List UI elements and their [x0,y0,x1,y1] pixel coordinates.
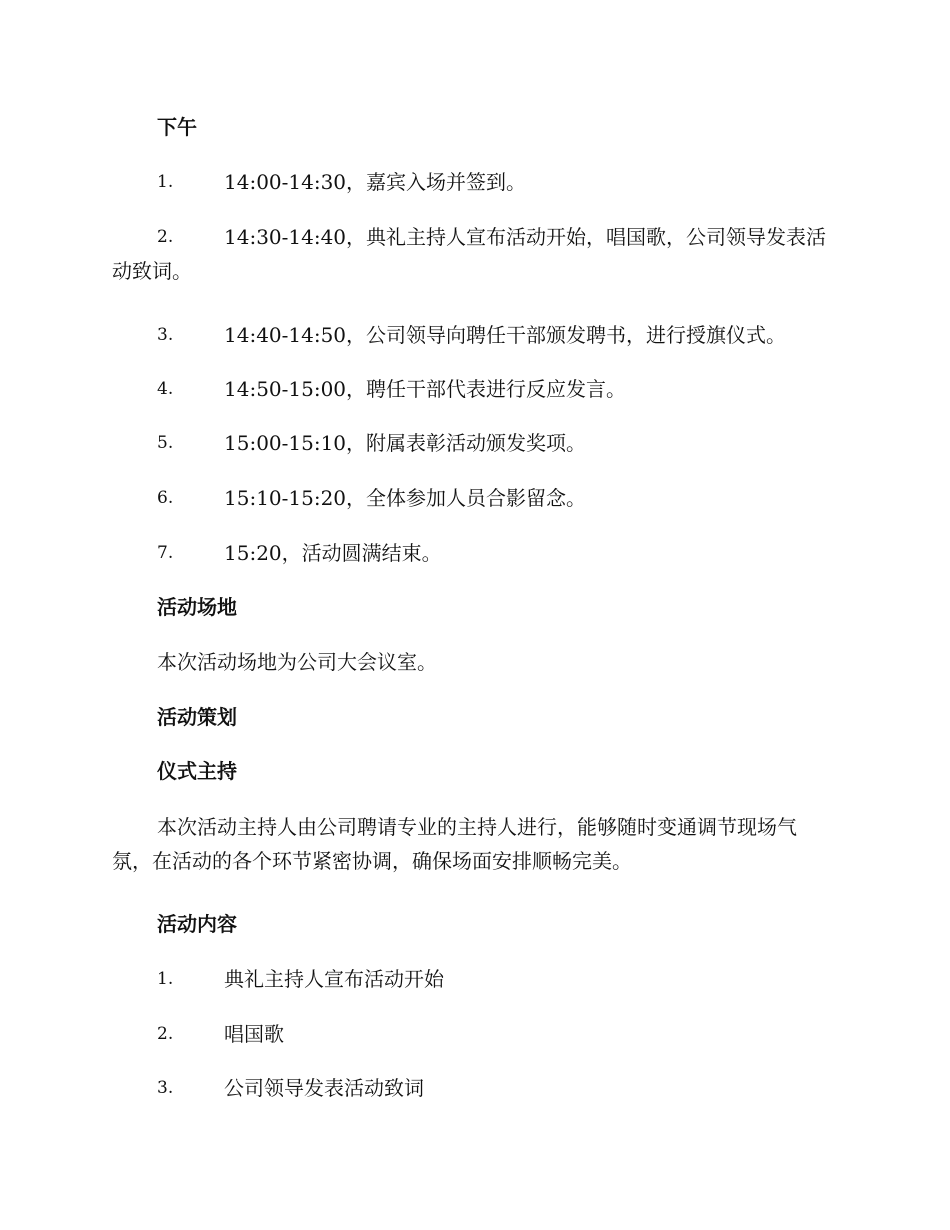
schedule-item-4 [112,372,832,406]
list-number: 4. [157,379,174,399]
list-number: 1. [157,172,174,192]
schedule-item-3 [112,318,832,352]
list-number: 7. [157,543,174,563]
content-item-2 [112,1017,832,1051]
list-text: 15:10-15:20，全体参加人员合影留念。 [224,486,587,510]
heading-venue: 活动场地 [157,595,237,619]
list-number: 2. [157,227,174,247]
schedule-item-2 [112,220,832,288]
list-number: 6. [157,488,174,508]
list-number: 3. [157,325,174,345]
list-text: 典礼主持人宣布活动开始 [224,967,444,991]
schedule-item-7 [112,536,832,570]
schedule-item-6 [112,481,832,515]
content-item-3 [112,1071,832,1105]
list-text: 14:40-14:50，公司领导向聘任干部颁发聘书，进行授旗仪式。 [224,323,787,347]
list-number: 5. [157,433,174,453]
host-paragraph: 本次活动主持人由公司聘请专业的主持人进行，能够随时变通调节现场气氛，在活动的各个环节紧密协调，确保场面安排顺畅完美。 [112,815,797,873]
heading-planning: 活动策划 [157,705,237,729]
list-number: 3. [157,1078,174,1098]
list-text: 唱国歌 [224,1022,284,1046]
list-text: 公司领导发表活动致词 [224,1076,424,1100]
heading-afternoon: 下午 [157,115,197,139]
list-text: 14:50-15:00，聘任干部代表进行反应发言。 [224,377,627,401]
content-item-1 [112,962,832,996]
list-number: 1. [157,969,174,989]
list-number: 2. [157,1024,174,1044]
schedule-item-1 [112,165,832,199]
heading-host: 仪式主持 [157,759,237,783]
list-text: 14:00-14:30，嘉宾入场并签到。 [224,170,527,194]
list-text: 14:30-14:40，典礼主持人宣布活动开始，唱国歌，公司领导发表活动致词。 [112,225,827,283]
schedule-item-5 [112,426,832,460]
heading-content: 活动内容 [157,912,237,936]
venue-paragraph: 本次活动场地为公司大会议室。 [157,650,437,674]
list-text: 15:20，活动圆满结束。 [224,541,442,565]
list-text: 15:00-15:10，附属表彰活动颁发奖项。 [224,431,587,455]
